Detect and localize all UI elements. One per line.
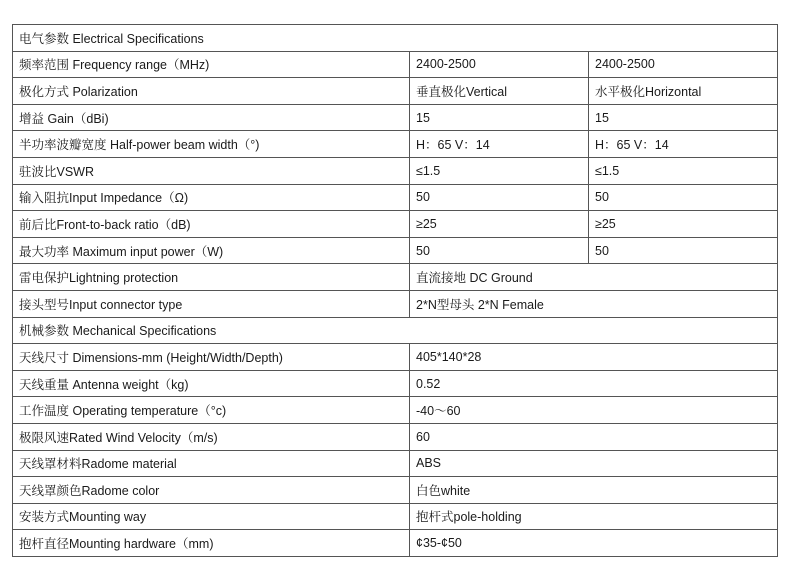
spec-label: 极化方式 Polarization	[13, 78, 410, 105]
spec-value-vertical: ≥25	[410, 211, 589, 238]
spec-value: ¢35-¢50	[410, 530, 778, 557]
section-header-electrical	[13, 25, 778, 52]
spec-label: 增益 Gain（dBi)	[13, 104, 410, 131]
spec-value-horizontal: 50	[589, 237, 778, 264]
spec-value: 白色white	[410, 477, 778, 504]
table-row	[13, 104, 778, 131]
table-row	[13, 51, 778, 78]
spec-value-vertical: 2400-2500	[410, 51, 589, 78]
spec-value-vertical: ≤1.5	[410, 157, 589, 184]
table-row	[13, 290, 778, 317]
spec-value-horizontal: 50	[589, 184, 778, 211]
spec-value: -40～60	[410, 397, 778, 424]
spec-label: 天线尺寸 Dimensions-mm (Height/Width/Depth)	[13, 344, 410, 371]
table-row	[13, 450, 778, 477]
spec-label: 极限风速Rated Wind Velocity（m/s)	[13, 423, 410, 450]
table-row	[13, 131, 778, 158]
spec-value-vertical: 50	[410, 184, 589, 211]
spec-label: 输入阻抗Input Impedance（Ω)	[13, 184, 410, 211]
table-row	[13, 157, 778, 184]
table-row	[13, 370, 778, 397]
spec-value: ABS	[410, 450, 778, 477]
table-row	[13, 78, 778, 105]
table-row	[13, 503, 778, 530]
spec-label: 驻波比VSWR	[13, 157, 410, 184]
specifications-table	[12, 24, 778, 557]
spec-value-vertical: 50	[410, 237, 589, 264]
table-row	[13, 211, 778, 238]
spec-value: 0.52	[410, 370, 778, 397]
spec-label: 半功率波瓣宽度 Half-power beam width（°)	[13, 131, 410, 158]
spec-value: 直流接地 DC Ground	[410, 264, 778, 291]
spec-label: 天线重量 Antenna weight（kg)	[13, 370, 410, 397]
spec-label: 天线罩颜色Radome color	[13, 477, 410, 504]
spec-value-horizontal: 2400-2500	[589, 51, 778, 78]
spec-label: 频率范围 Frequency range（MHz)	[13, 51, 410, 78]
spec-label: 安装方式Mounting way	[13, 503, 410, 530]
spec-label: 工作温度 Operating temperature（°c)	[13, 397, 410, 424]
spec-label: 接头型号Input connector type	[13, 290, 410, 317]
spec-label: 最大功率 Maximum input power（W)	[13, 237, 410, 264]
spec-label: 天线罩材料Radome material	[13, 450, 410, 477]
spec-value-horizontal: 15	[589, 104, 778, 131]
section-title: 电气参数 Electrical Specifications	[13, 25, 778, 52]
spec-label: 前后比Front-to-back ratio（dB)	[13, 211, 410, 238]
spec-value-horizontal: 水平极化Horizontal	[589, 78, 778, 105]
spec-value: 405*140*28	[410, 344, 778, 371]
section-header-mechanical	[13, 317, 778, 344]
spec-value: 60	[410, 423, 778, 450]
spec-value-vertical: 垂直极化Vertical	[410, 78, 589, 105]
table-row	[13, 477, 778, 504]
spec-value-horizontal: ≥25	[589, 211, 778, 238]
spec-value-horizontal: ≤1.5	[589, 157, 778, 184]
table-row	[13, 237, 778, 264]
spec-value-horizontal: H：65 V：14	[589, 131, 778, 158]
table-row	[13, 423, 778, 450]
table-row	[13, 184, 778, 211]
table-row	[13, 530, 778, 557]
spec-value-vertical: 15	[410, 104, 589, 131]
table-row	[13, 264, 778, 291]
table-row	[13, 344, 778, 371]
table-row	[13, 397, 778, 424]
spec-label: 抱杆直径Mounting hardware（mm)	[13, 530, 410, 557]
spec-value-vertical: H：65 V：14	[410, 131, 589, 158]
spec-value: 抱杆式pole-holding	[410, 503, 778, 530]
spec-label: 雷电保护Lightning protection	[13, 264, 410, 291]
spec-value: 2*N型母头 2*N Female	[410, 290, 778, 317]
section-title: 机械参数 Mechanical Specifications	[13, 317, 778, 344]
